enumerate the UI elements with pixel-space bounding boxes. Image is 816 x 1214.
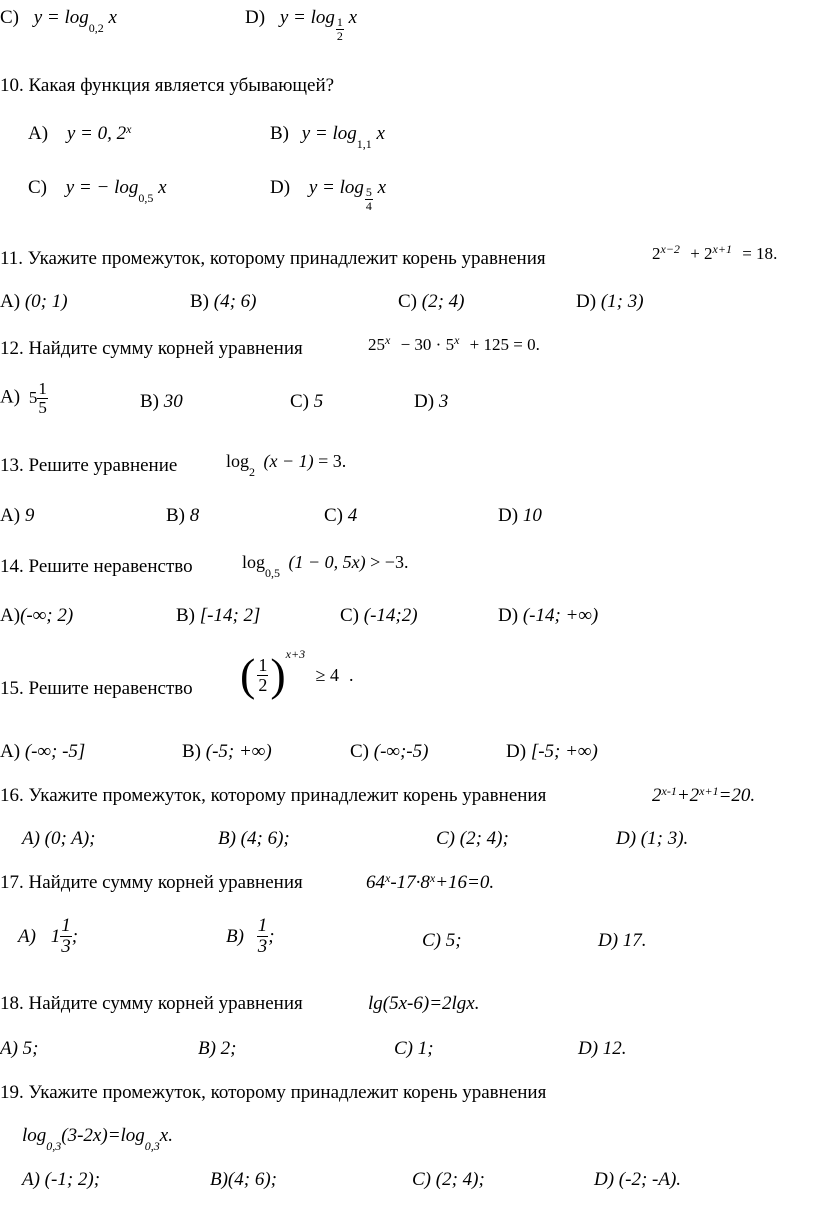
fraction-denominator: 3 (257, 935, 268, 957)
q14-answer-a (0, 606, 73, 625)
period: . (348, 665, 354, 685)
fraction (37, 380, 48, 417)
math-expr: y = log (301, 123, 357, 144)
q19-answer-d: D) (-2; -A). (594, 1169, 682, 1190)
fraction-numerator: 5 (365, 185, 372, 199)
math-expr: + 125 = 0 (469, 335, 536, 354)
option-label: B) (226, 925, 244, 947)
option-label: A) (18, 925, 36, 947)
math-base: 64 (366, 872, 385, 893)
math-expr: y = − log (65, 177, 139, 198)
math-expr: +2 (676, 785, 700, 806)
math-log: log (22, 1125, 47, 1146)
option-label: A) (0, 741, 21, 762)
math-expr: + 2 (690, 244, 713, 263)
math-base: 25 (368, 335, 385, 354)
fraction-numerator: 1 (258, 654, 268, 675)
fraction (257, 916, 269, 957)
q9-option-c (0, 7, 117, 35)
option-value: [-5; +∞) (530, 741, 598, 762)
q14-answer-c (340, 606, 418, 625)
log-base: 2 (249, 464, 256, 479)
q12-answer-b (140, 392, 183, 411)
fraction (60, 916, 72, 957)
option-value: 4 (347, 505, 358, 526)
option-value: (-5; +∞) (205, 741, 272, 762)
math-expr: y = log (279, 7, 335, 28)
option-label: D) (414, 391, 435, 412)
fraction (257, 656, 268, 695)
log-base-fraction (365, 186, 373, 213)
q13-answer-d (498, 506, 542, 525)
math-var: x (158, 177, 167, 198)
q13-answer-c (324, 506, 357, 525)
option-value: (1; 3) (600, 291, 644, 312)
fraction-denominator: 2 (258, 674, 268, 695)
q12-answer-d (414, 392, 448, 411)
q19-equation (22, 1125, 173, 1153)
q11-answer-c (398, 292, 464, 311)
option-value: (-14;2) (363, 605, 418, 626)
option-label: D) (270, 177, 291, 198)
math-log: log (242, 552, 266, 572)
option-value: (2; 4) (421, 291, 465, 312)
math-expr: (3-2x)=log (61, 1125, 145, 1146)
q9-option-d (245, 8, 357, 43)
q11-question: 11. Укажите промежуток, которому принадлежит корень уравнения (0, 248, 546, 269)
q18-equation: lg(5x-6)=2lgx. (368, 993, 480, 1014)
exponent: x (429, 871, 436, 885)
fraction-denominator: 3 (61, 935, 71, 957)
math-base: 2 (652, 785, 662, 806)
option-label: C) (28, 177, 47, 198)
q17-answer-d: D) 17. (598, 930, 647, 951)
math-expr: y = log (33, 7, 89, 28)
fraction-denominator: 2 (336, 29, 343, 44)
q10-option-c (28, 177, 167, 205)
q15-question: 15. Решите неравенство (0, 678, 193, 699)
exponent: x-1 (661, 784, 677, 798)
option-label: D) (498, 605, 519, 626)
math-log: log (226, 451, 250, 471)
option-label: A) (0, 505, 21, 526)
q16-answer-a: A) (0; A); (22, 828, 96, 849)
math-expr: ≥ 4 (315, 665, 339, 685)
q16-answer-d: D) (1; 3). (616, 828, 689, 849)
q16-equation (652, 786, 755, 805)
q12-answer-a (0, 380, 48, 417)
option-value: (-14; +∞) (522, 605, 599, 626)
q10-question: 10. Какая функция является убывающей? (0, 75, 335, 96)
option-label: C) (290, 391, 309, 412)
fraction-denominator: 4 (365, 199, 372, 214)
option-label: C) (340, 605, 359, 626)
log-base: 0,3 (46, 1138, 62, 1153)
q10-option-a (28, 124, 131, 143)
mixed-whole: 5 (28, 387, 38, 407)
q10-option-b (270, 123, 385, 151)
q17-equation (366, 873, 494, 892)
q15-answer-a (0, 742, 85, 761)
q19-answer-b: B)(4; 6); (210, 1169, 277, 1190)
math-expr: =20. (718, 785, 756, 806)
fraction-numerator: 1 (257, 915, 268, 936)
option-label: C) (350, 741, 369, 762)
period: . (403, 552, 409, 572)
exponent: x (385, 871, 391, 885)
math-expr: y = log (308, 177, 364, 198)
option-value: 10 (522, 505, 542, 526)
q18-answer-a: A) 5; (0, 1038, 39, 1059)
option-label: B) (270, 123, 289, 144)
math-expr: -17·8 (390, 872, 430, 893)
q14-question: 14. Решите неравенство (0, 556, 193, 577)
math-expr: = 3 (318, 451, 342, 471)
q18-answer-b: B) 2; (198, 1038, 237, 1059)
option-label: B) (190, 291, 209, 312)
option-label: C) (0, 7, 19, 28)
option-label: A) (0, 605, 21, 626)
math-expr: +16=0. (435, 872, 495, 893)
option-label: D) (498, 505, 519, 526)
q16-answer-c: C) (2; 4); (436, 828, 509, 849)
option-label: B) (140, 391, 159, 412)
q11-answer-b (190, 292, 256, 311)
option-value: (-∞; -5] (24, 741, 86, 762)
q12-answer-c (290, 392, 323, 411)
q17-question: 17. Найдите сумму корней уравнения (0, 872, 303, 893)
q15-answer-d (506, 742, 598, 761)
math-var: x (377, 177, 387, 198)
q15-inequality (240, 647, 354, 700)
period: . (341, 451, 347, 471)
exponent: x−2 (660, 242, 680, 256)
option-value: 8 (189, 505, 200, 526)
q18-answer-c: C) 1; (394, 1038, 434, 1059)
option-value: 30 (163, 391, 183, 412)
q19-question: 19. Укажите промежуток, которому принадлежит корень уравнения (0, 1082, 547, 1103)
exponent: x+1 (712, 242, 732, 256)
option-label: B) (176, 605, 195, 626)
fraction-numerator: 1 (336, 15, 343, 29)
q14-answer-d (498, 606, 598, 625)
q13-answer-b (166, 506, 199, 525)
math-expr: > −3 (370, 552, 404, 572)
exponent: x+1 (699, 784, 719, 798)
option-label: A) (28, 123, 49, 144)
q16-answer-b: B) (4; 6); (218, 828, 290, 849)
q12-question: 12. Найдите сумму корней уравнения (0, 338, 303, 359)
q14-answer-b (176, 606, 260, 625)
log-base: 0,3 (144, 1138, 160, 1153)
fraction-denominator: 5 (38, 397, 47, 417)
q13-equation (226, 451, 347, 479)
math-expr: = 18 (742, 244, 774, 263)
option-label: B) (182, 741, 201, 762)
punctuation: ; (71, 925, 79, 947)
q15-answer-b (182, 742, 272, 761)
option-value: 9 (24, 505, 35, 526)
left-paren: ( (240, 649, 256, 700)
option-value: 5 (313, 391, 324, 412)
q17-answer-c: C) 5; (422, 930, 462, 951)
punctuation: ; (268, 925, 275, 947)
q16-question: 16. Укажите промежуток, которому принадлежит корень уравнения (0, 785, 547, 806)
log-base: 0,5 (138, 190, 154, 205)
q14-equation (242, 552, 409, 580)
option-label: C) (324, 505, 343, 526)
math-expr: y = 0, 2 (66, 123, 127, 144)
exponent: x+3 (285, 647, 306, 661)
math-var: x (376, 123, 385, 144)
period: . (773, 244, 778, 263)
option-label: A) (0, 291, 21, 312)
option-value: (-∞; 2) (20, 605, 74, 626)
option-label: C) (398, 291, 417, 312)
fraction-numerator: 1 (38, 379, 47, 398)
q17-answer-a (18, 916, 78, 957)
log-base: 0,5 (265, 565, 281, 580)
math-expr: x. (159, 1125, 173, 1146)
period: . (535, 335, 540, 354)
option-value: (0; 1) (24, 291, 68, 312)
option-label: D) (576, 291, 597, 312)
math-var: x (348, 7, 358, 28)
option-label: D) (506, 741, 527, 762)
q19-answer-c: C) (2; 4); (412, 1169, 485, 1190)
mixed-whole: 1 (50, 925, 61, 947)
q10-option-d (270, 178, 386, 213)
q11-answer-a (0, 292, 68, 311)
q19-answer-a: A) (-1; 2); (22, 1169, 101, 1190)
option-label: A) (0, 386, 21, 408)
math-expr: (1 − 0, 5x) (288, 552, 366, 572)
q15-answer-c (350, 742, 428, 761)
q11-answer-d (576, 292, 644, 311)
option-value: [-14; 2] (199, 605, 261, 626)
log-base: 0,2 (88, 20, 104, 35)
exponent: x (385, 333, 391, 347)
math-var: x (108, 7, 117, 28)
right-paren: ) (270, 649, 286, 700)
q13-question: 13. Решите уравнение (0, 455, 178, 476)
math-expr: (x − 1) (263, 451, 314, 471)
option-value: 3 (438, 391, 449, 412)
exponent: x (454, 333, 460, 347)
math-base: 2 (652, 244, 661, 263)
log-base: 1,1 (356, 136, 372, 151)
q18-answer-d: D) 12. (578, 1038, 627, 1059)
q12-equation (368, 333, 540, 354)
option-value: (-∞;-5) (373, 741, 429, 762)
q11-equation (652, 242, 778, 263)
q17-answer-b (226, 916, 275, 957)
log-base-fraction (336, 16, 344, 43)
math-expr: − 30 · 5 (400, 335, 455, 354)
fraction-numerator: 1 (61, 915, 71, 936)
option-label: D) (245, 7, 266, 28)
q18-question: 18. Найдите сумму корней уравнения (0, 993, 303, 1014)
option-label: B) (166, 505, 185, 526)
q13-answer-a (0, 506, 34, 525)
option-value: (4; 6) (213, 291, 257, 312)
exponent: x (126, 122, 132, 136)
